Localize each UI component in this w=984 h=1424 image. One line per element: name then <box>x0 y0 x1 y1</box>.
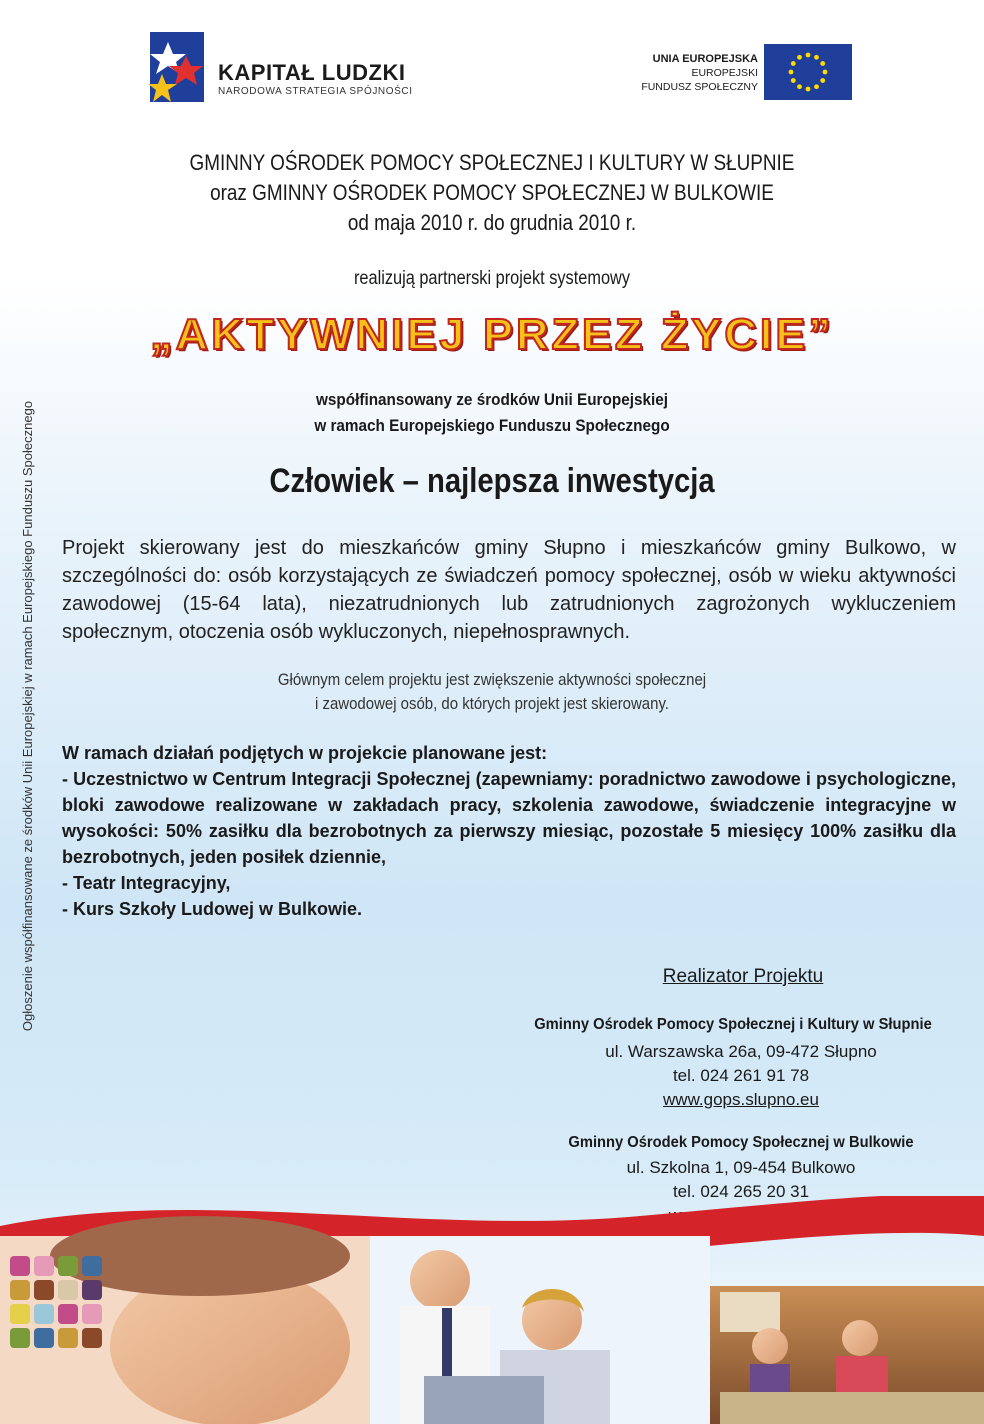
org2-name: Gminny Ośrodek Pomocy Społecznej w Bulkowie <box>568 1134 914 1151</box>
eu-star-icon <box>814 84 819 89</box>
realizator-title: Realizator Projektu <box>662 966 824 987</box>
organizer-line-2: oraz GMINNY OŚRODEK POMOCY SPOŁECZNEJ W BULKOWIE <box>210 180 774 205</box>
eyeshadow-pan <box>58 1328 78 1348</box>
eyeshadow-pan <box>82 1256 102 1276</box>
actions-heading: W ramach działań podjętych w projekcie planowane jest: <box>62 743 548 763</box>
action-item: - Kurs Szkoły Ludowej w Bulkowie. <box>62 899 363 919</box>
org2-address: ul. Szkolna 1, 09-454 Bulkowo <box>626 1158 856 1177</box>
org1-address: ul. Warszawska 26a, 09-472 Słupno <box>605 1042 877 1061</box>
eu-star-icon <box>820 61 825 66</box>
goal-line-1: Głównym celem projektu jest zwiększenie aktywności społecznej <box>277 670 707 689</box>
org1-name: Gminny Ośrodek Pomocy Społecznej i Kultury w Słupnie <box>534 1016 932 1033</box>
eyeshadow-pan <box>10 1280 30 1300</box>
eyeshadow-pan <box>10 1304 30 1324</box>
eu-star-icon <box>814 55 819 60</box>
eyeshadow-pan <box>34 1304 54 1324</box>
org1-phone: tel. 024 261 91 78 <box>672 1066 810 1085</box>
workshop-photo <box>710 1286 984 1424</box>
eu-star-icon <box>797 55 802 60</box>
org1-website-link[interactable]: www.gops.slupno.eu <box>663 1090 819 1109</box>
cofinancing-line-2: w ramach Europejskiego Funduszu Społecznego <box>314 416 670 435</box>
realize-line: realizują partnerski projekt systemowy <box>353 268 631 289</box>
eu-star-icon <box>789 70 794 75</box>
eyeshadow-pan <box>34 1280 54 1300</box>
eyeshadow-pan <box>10 1256 30 1276</box>
org2-phone: tel. 024 265 20 31 <box>672 1182 810 1201</box>
eu-star-icon <box>797 84 802 89</box>
project-period: od maja 2010 r. do grudnia 2010 r. <box>347 210 637 235</box>
action-item: - Teatr Integracyjny, <box>62 873 231 893</box>
eu-flag-icon <box>764 44 852 100</box>
eu-label <box>610 52 758 94</box>
goal-line-2: i zawodowej osób, do których projekt jest skierowany. <box>315 694 669 713</box>
eu-line-3: FUNDUSZ SPOŁECZNY <box>641 81 758 93</box>
actions-list <box>62 740 956 922</box>
eyeshadow-pan <box>34 1256 54 1276</box>
eu-star-icon <box>791 78 796 83</box>
project-description: Projekt skierowany jest do mieszkańców gminy Słupno i mieszkańców gminy Bulkowo, w szczególności do: osób korzystających ze świadczeń pomocy społecznej, osób w wieku aktywności zawodowej (15-64 lata), niezatrudnionych lub zatrudnionych zagrożonych wykluczeniem społecznym, otoczenia osób wykluczonych, niepełnosprawnych. <box>62 537 956 643</box>
makeup-photo <box>0 1216 370 1424</box>
eyeshadow-pan <box>82 1280 102 1300</box>
side-note: Ogłoszenie współfinansowane ze środków Unii Europejskiej w ramach Europejskiego Funduszu Społecznego <box>20 400 35 1032</box>
slogan: Człowiek – najlepsza inwestycja <box>269 462 715 500</box>
eu-star-icon <box>791 61 796 66</box>
eu-line-1: UNIA EUROPEJSKA <box>652 53 758 65</box>
kapital-ludzki-subtitle: NARODOWA STRATEGIA SPÓJNOŚCI <box>218 86 413 97</box>
organizer-line-1: GMINNY OŚRODEK POMOCY SPOŁECZNEJ I KULTURY W SŁUPNIE <box>189 150 795 175</box>
eyeshadow-pan <box>58 1304 78 1324</box>
action-item: - Uczestnictwo w Centrum Integracji Społecznej (zapewniamy: poradnictwo zawodowe i psychologiczne, bloki zawodowe realizowane w zakładach pracy, szkolenia zawodowe, świadczenie integracyjne w wysokości: 50% zasiłku dla bezrobotnych za pierwszy miesiąc, pozostałe 5 miesięcy 100% zasiłku dla bezrobotnych, jeden posiłek dziennie, <box>62 769 956 867</box>
eyeshadow-pan <box>58 1256 78 1276</box>
eyeshadow-pan <box>82 1304 102 1324</box>
project-title: „AKTYWNIEJ PRZEZ ŻYCIE” <box>150 310 834 359</box>
eu-star-icon <box>820 78 825 83</box>
eu-line-2: EUROPEJSKI <box>691 67 758 79</box>
eyeshadow-pan <box>10 1328 30 1348</box>
photo-strip <box>0 1196 984 1424</box>
eu-star-icon <box>823 70 828 75</box>
kapital-ludzki-title: KAPITAŁ LUDZKI <box>218 60 406 85</box>
eyeshadow-pan <box>58 1280 78 1300</box>
eu-star-icon <box>806 53 811 58</box>
cofinancing-line-1: współfinansowany ze środków Unii Europejskiej <box>316 390 668 409</box>
office-photo <box>370 1236 710 1424</box>
eyeshadow-pan <box>34 1328 54 1348</box>
eyeshadow-pan <box>82 1328 102 1348</box>
eu-star-icon <box>806 87 811 92</box>
